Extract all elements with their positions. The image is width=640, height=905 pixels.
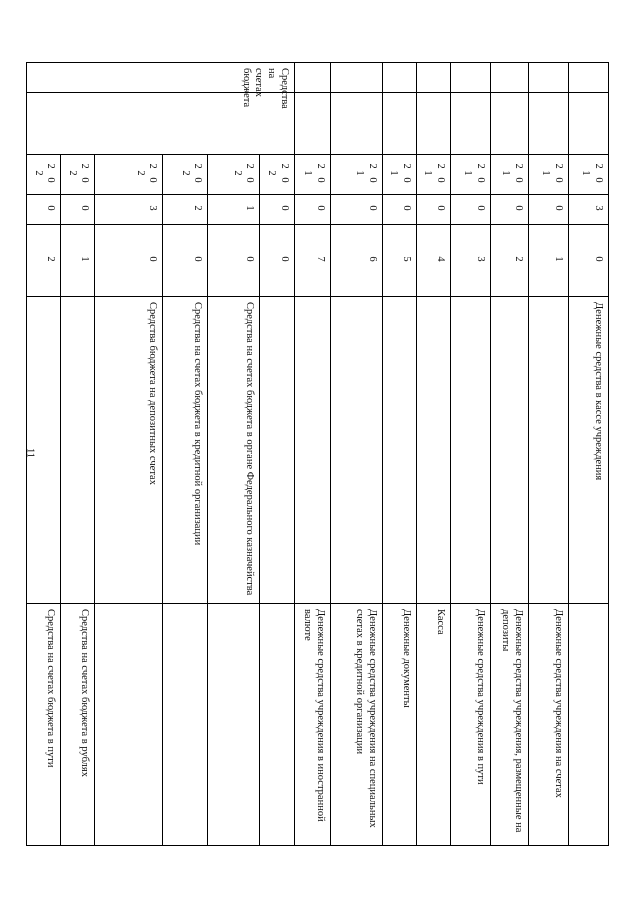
subcode-cell: 0	[382, 195, 416, 225]
account-name-cell: Касса	[416, 604, 450, 846]
account-name-cell: Денежные средства учреждения, размещенные на депозиты	[491, 604, 529, 846]
group-name-cell	[24, 297, 61, 604]
account-code-cell: 2 0 1	[330, 155, 382, 195]
subcode-cell: 0	[208, 225, 260, 297]
subcode-cell: 0	[491, 195, 529, 225]
blank-cell	[451, 63, 491, 93]
section-cell	[294, 93, 330, 155]
account-code-cell: 2 0 2	[260, 155, 294, 195]
section-cell	[569, 93, 609, 155]
group-name-cell	[382, 297, 416, 604]
table-row	[569, 63, 609, 846]
subcode-cell: 1	[208, 195, 260, 225]
account-name-cell	[569, 604, 609, 846]
account-name-cell	[95, 604, 163, 846]
blank-cell	[491, 63, 529, 93]
group-name-cell	[330, 297, 382, 604]
section-cell	[382, 93, 416, 155]
account-code-cell: 2 0 2	[163, 155, 208, 195]
table-row	[451, 63, 491, 846]
subcode-cell: 3	[95, 195, 163, 225]
blank-cell	[382, 63, 416, 93]
account-code-cell: 2 0 1	[451, 155, 491, 195]
subcode-cell: 1	[61, 225, 95, 297]
account-code-cell: 2 0 2	[208, 155, 260, 195]
accounts-table-rotated	[32, 62, 609, 845]
table-row	[491, 63, 529, 846]
account-name-cell: Средства на счетах бюджета в пути	[27, 604, 61, 846]
blank-cell	[294, 63, 330, 93]
group-name-cell: Средства бюджета на депозитных счетах	[95, 297, 163, 604]
account-name-cell: Денежные средства учреждения на счетах	[529, 604, 569, 846]
page-number: 11	[24, 448, 36, 458]
account-name-cell	[163, 604, 208, 846]
table-row	[27, 63, 61, 846]
subcode-cell: 2	[491, 225, 529, 297]
subcode-cell: 0	[61, 195, 95, 225]
account-name-cell: Денежные средства учреждения в пути	[451, 604, 491, 846]
subcode-cell: 7	[294, 225, 330, 297]
group-name-cell	[451, 297, 491, 604]
subcode-cell: 0	[260, 225, 294, 297]
account-code-cell: 2 0 2	[95, 155, 163, 195]
group-name-cell: Средства на счетах бюджета в кредитной организации	[163, 297, 208, 604]
account-code-cell: 2 0 2	[27, 155, 61, 195]
table-row	[260, 63, 294, 846]
group-name-cell	[491, 297, 529, 604]
section-cell	[27, 93, 295, 155]
account-name-cell: Денежные средства учреждения на специальных счетах в кредитной организации	[330, 604, 382, 846]
section-title-cell: Средства на счетах бюджета	[27, 63, 295, 93]
group-name-cell	[260, 297, 294, 604]
subcode-cell: 1	[529, 225, 569, 297]
table-row	[416, 63, 450, 846]
blank-cell	[569, 63, 609, 93]
section-cell	[491, 93, 529, 155]
group-name-cell	[416, 297, 450, 604]
subcode-cell: 0	[294, 195, 330, 225]
section-cell	[529, 93, 569, 155]
table-row	[382, 63, 416, 846]
group-name-cell: Средства на счетах бюджета в органе Федерального казначейства	[208, 297, 260, 604]
table-row	[163, 63, 208, 846]
accounts-table	[26, 62, 609, 846]
account-code-cell: 2 0 1	[491, 155, 529, 195]
subcode-cell: 0	[529, 195, 569, 225]
subcode-cell: 0	[260, 195, 294, 225]
subcode-cell: 6	[330, 225, 382, 297]
section-cell	[330, 93, 382, 155]
account-code-cell: 2 0 1	[382, 155, 416, 195]
table-row	[330, 63, 382, 846]
account-code-cell: 2 0 1	[416, 155, 450, 195]
subcode-cell: 3	[451, 225, 491, 297]
subcode-cell: 3	[569, 195, 609, 225]
table-row	[61, 63, 95, 846]
subcode-cell: 0	[330, 195, 382, 225]
account-code-cell: 2 0 1	[529, 155, 569, 195]
group-name-cell	[529, 297, 569, 604]
blank-cell	[529, 63, 569, 93]
subcode-cell: 4	[416, 225, 450, 297]
blank-cell	[330, 63, 382, 93]
account-name-cell	[208, 604, 260, 846]
account-code-cell: 2 0 1	[294, 155, 330, 195]
account-code-cell: 2 0 2	[61, 155, 95, 195]
subcode-cell: 0	[416, 195, 450, 225]
account-code-cell: 2 0 1	[569, 155, 609, 195]
account-name-cell: Средства на счетах бюджета в рублях	[61, 604, 95, 846]
section-cell	[416, 93, 450, 155]
blank-cell	[416, 63, 450, 93]
table-row	[529, 63, 569, 846]
table-row	[95, 63, 163, 846]
account-name-cell	[260, 604, 294, 846]
subcode-cell: 5	[382, 225, 416, 297]
subcode-cell: 0	[95, 225, 163, 297]
account-name-cell: Денежные средства учреждения в иностранной валюте	[294, 604, 330, 846]
subcode-cell: 0	[163, 225, 208, 297]
group-name-cell: Денежные средства в кассе учреждения	[569, 297, 609, 604]
group-name-cell	[294, 297, 330, 604]
account-name-cell: Денежные документы	[382, 604, 416, 846]
section-cell	[451, 93, 491, 155]
subcode-cell: 0	[569, 225, 609, 297]
table-page	[32, 62, 609, 845]
table-row	[208, 63, 260, 846]
subcode-cell: 2	[27, 225, 61, 297]
subcode-cell: 2	[163, 195, 208, 225]
group-name-cell	[61, 297, 95, 604]
subcode-cell: 0	[451, 195, 491, 225]
table-row	[294, 63, 330, 846]
subcode-cell: 0	[27, 195, 61, 225]
